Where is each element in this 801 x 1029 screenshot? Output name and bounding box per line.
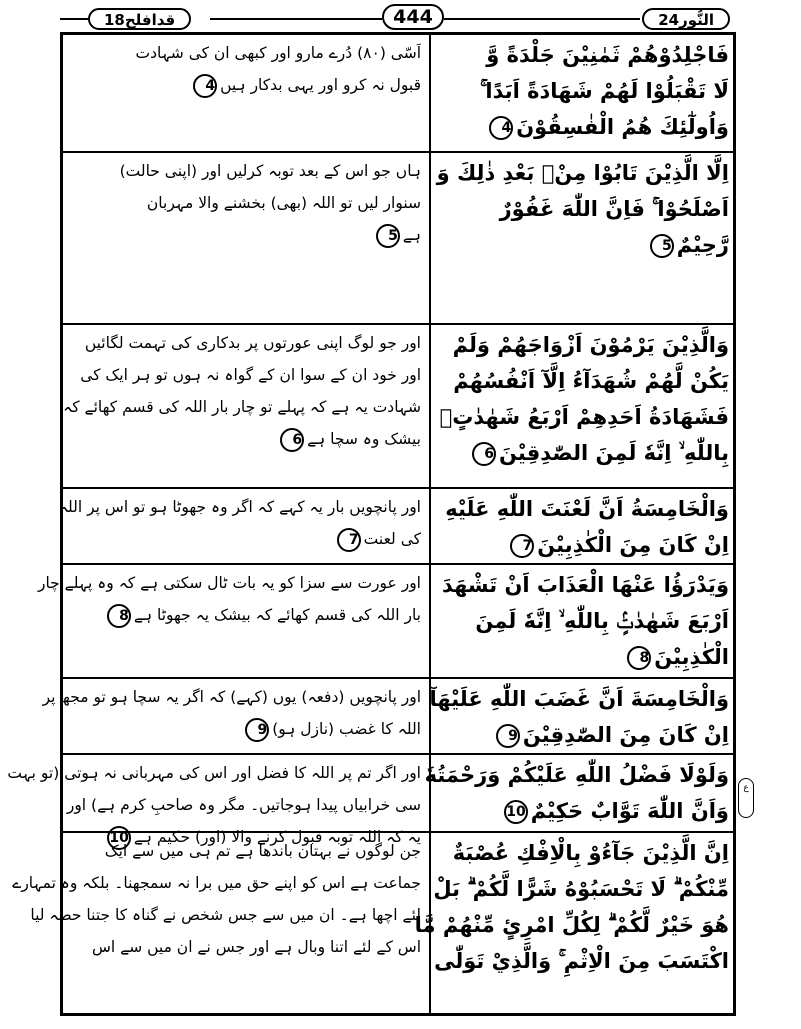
arabic-text: اِنْ كَانَ مِنَ الْكٰذِبِيْنَ [537,533,729,557]
urdu-text: سی خرابیاں پیدا ہوجاتیں۔ مگر وہ صاحبِ کرم ہے) اور [66,796,421,814]
arabic-text: لَا تَقْبَلُوْا لَهُمْ شَهَادَةً اَبَدًا ۚ [480,79,729,103]
urdu-line [37,567,421,599]
page-header [60,4,730,32]
arabic-verse [439,37,729,149]
verse-number-marker: 4 [193,74,217,98]
arabic-text: الْكٰذِبِيْنَ [654,645,729,669]
arabic-text: مِّنْكُمْ ۗ لَا تَحْسَبُوْهُ شَرًّا لَّكُمْ ۗ بَلْ [433,877,729,901]
arabic-text: اكْتَسَبَ مِنَ الْاِثْمِ ۚ وَالَّذِيْ تَوَلّٰى [434,949,729,973]
urdu-line [69,359,421,391]
arabic-line [439,717,729,753]
arabic-text: وَالَّذِيْنَ يَرْمُوْنَ اَزْوَاجَهُمْ وَلَمْ [452,333,729,357]
verse-section-1 [63,35,733,151]
urdu-translation [42,681,421,753]
arabic-line [439,399,729,435]
arabic-line [439,191,729,227]
urdu-text: شہادت یہ ہے کہ پہلے تو چار بار اللہ کی قسم کھائے کہ [63,398,421,416]
verse-number-marker: 7 [510,534,534,558]
arabic-line [439,603,729,639]
urdu-line [69,423,421,455]
arabic-line [439,37,729,73]
arabic-line [439,327,729,363]
urdu-line [63,391,421,423]
arabic-verse [414,835,729,1019]
urdu-line [69,69,421,101]
urdu-translation [12,835,421,1019]
urdu-line [42,681,421,713]
urdu-translation [63,327,421,487]
juz-label: قدافلح18 [88,8,191,30]
urdu-translation [69,37,421,149]
urdu-text: اور عورت سے سزا کو یہ بات ٹال سکتی ہے کہ وہ پہلے چار [37,574,421,592]
verse-section-7 [7,753,733,846]
urdu-text: اور خود ان کے سوا ان کے گواہ نہ ہوں تو ہر ایک کی [80,366,421,384]
urdu-translation [7,757,421,846]
urdu-text: قبول نہ کرو اور یہی بدکار ہیں [220,76,421,94]
arabic-text: اِلَّا الَّذِيْنَ تَابُوْا مِنْۢ بَعْدِ ذٰلِكَ وَ [436,161,729,185]
verse-number-marker: 5 [376,224,400,248]
urdu-line [69,931,421,963]
urdu-text: سنوار لیں تو اللہ (بھی) بخشنے والا مہربان [146,194,421,212]
urdu-line [7,757,421,789]
urdu-translation [58,491,421,563]
urdu-text: یہ کہ اللہ توبہ قبول کرنے والا (اور) حکیم ہے [133,828,421,846]
urdu-translation [69,155,421,323]
arabic-verse [439,327,729,487]
verse-section-4 [58,487,733,565]
arabic-line [414,907,729,943]
urdu-text: لئے اچھا ہے۔ ان میں سے جس شخص نے گناہ کا جتنا حصہ لیا [30,906,421,924]
arabic-text: رَّحِيْمٌ [676,233,729,257]
arabic-text: فَشَهَادَةُ اَحَدِهِمْ اَرْبَعُ شَهٰدٰتٍۢ [439,405,729,429]
arabic-text: اَصْلَحُوْا ۚ فَاِنَّ اللّٰهَ غَفُوْرٌ [499,197,729,221]
urdu-text: بیشک وہ سچا ہے [307,430,421,448]
header-rule-mid-right [444,18,640,20]
arabic-line [439,527,729,563]
arabic-text: وَيَدْرَؤُا عَنْهَا الْعَذَابَ اَنْ تَشْهَدَ [441,573,729,597]
urdu-translation [37,567,421,677]
verse-number-marker: 8 [107,604,131,628]
arabic-line [439,363,729,399]
arabic-text: وَالْخَامِسَةُ اَنَّ لَعْنَتَ اللّٰهِ عَلَيْهِ [445,497,729,521]
header-rule-mid-left [210,18,382,20]
urdu-line [58,491,421,523]
urdu-text: بار اللہ کی قسم کھائے کہ بیشک یہ جھوٹا ہے [133,606,421,624]
arabic-text: وَلَوْلَا فَضْلُ اللّٰهِ عَلَيْكُمْ وَرَحْمَتُهٗ [424,763,729,787]
verse-number-marker: 4 [489,116,513,140]
arabic-text: وَالْخَامِسَةَ اَنَّ غَضَبَ اللّٰهِ عَلَيْهَآ [429,687,729,711]
arabic-line [433,871,729,907]
verse-section-6 [42,677,733,755]
verse-number-marker: 6 [472,442,496,466]
urdu-text: ہے [402,226,421,244]
verse-section-5 [37,563,733,679]
urdu-text: ہاں جو اس کے بعد توبہ کرلیں اور (اپنی حالت) [119,162,421,180]
urdu-line [69,523,421,555]
arabic-verse [436,155,729,323]
urdu-text: اَسّی (۸۰) دُرے مارو اور کبھی ان کی شہادت [135,44,421,62]
arabic-text: اَرْبَعَ شَهٰدٰتٍۢ بِاللّٰهِ ۙ اِنَّهٗ لَمِنَ [475,609,729,633]
urdu-text: اللہ کا غضب (نازل ہو) [272,720,421,738]
arabic-text: وَاَنَّ اللّٰهَ تَوَّابٌ حَكِيْمٌ [530,799,729,823]
surah-label: النُّور24 [642,8,730,30]
verse-number-marker: 10 [504,800,528,824]
arabic-text: هُوَ خَيْرٌ لَّكُمْ ۗ لِكُلِّ امْرِئٍ مِّنْهُمْ مَّا [414,913,729,937]
arabic-line [439,435,729,471]
urdu-line [12,867,421,899]
arabic-line [424,757,729,793]
urdu-text: جن لوگوں نے بہتان باندھا ہے تم ہی میں سے ایک [104,842,421,860]
urdu-text: کی لعنت [363,530,421,548]
verse-number-marker: 7 [337,528,361,552]
arabic-line [429,681,729,717]
arabic-verse [439,567,729,677]
arabic-line [439,491,729,527]
urdu-line [69,327,421,359]
verse-number-marker: 10 [107,826,131,850]
urdu-line [69,155,421,187]
verse-number-marker: 9 [245,718,269,742]
urdu-line [69,599,421,631]
verse-number-marker: 6 [280,428,304,452]
urdu-line [30,899,421,931]
ruku-marker: ع [738,778,754,818]
verse-section-3 [63,323,733,489]
verse-number-marker: 9 [496,724,520,748]
arabic-line [439,109,729,145]
urdu-line [69,37,421,69]
urdu-line [69,713,421,745]
header-rule-left [60,18,88,20]
verse-number-marker: 8 [627,646,651,670]
urdu-line [69,187,421,219]
content-frame [7,32,736,1016]
arabic-verse [429,681,729,753]
arabic-line [439,73,729,109]
verse-section-2 [63,151,733,325]
urdu-text: اور اگر تم پر اللہ کا فضل اور اس کی مہربانی نہ ہوتی (تو بہت [7,764,421,782]
arabic-text: اِنْ كَانَ مِنَ الصّٰدِقِيْنَ [522,723,729,747]
arabic-text: يَكُنْ لَّهُمْ شُهَدَآءُ اِلَّآ اَنْفُسُهُمْ [453,369,729,393]
urdu-line [66,789,421,821]
arabic-line [434,943,729,979]
arabic-text: اِنَّ الَّذِيْنَ جَآءُوْ بِالْاِفْكِ عُصْبَةٌ [452,841,729,865]
urdu-text: اور جو لوگ اپنی عورتوں پر بدکاری کی تہمت لگائیں [84,334,421,352]
urdu-text: اور پانچویں بار یہ کہے کہ اگر وہ جھوٹا ہو تو اس پر اللہ [58,498,421,516]
arabic-line [439,567,729,603]
arabic-line [439,835,729,871]
arabic-text: بِاللّٰهِ ۙ اِنَّهٗ لَمِنَ الصّٰدِقِيْنَ [499,441,729,465]
urdu-line [69,835,421,867]
arabic-line [439,793,729,829]
arabic-text: وَاُولٰٓئِكَ هُمُ الْفٰسِقُوْنَ [516,115,729,139]
arabic-verse [424,757,729,831]
verse-number-marker: 5 [650,234,674,258]
verse-section-8 [12,831,733,1021]
arabic-verse [439,491,729,563]
urdu-line [69,219,421,251]
arabic-text: فَاجْلِدُوْهُمْ ثَمٰنِيْنَ جَلْدَةً وَّ [486,43,729,67]
urdu-text: اس کے لئے اتنا وبال ہے اور جس نے ان میں سے اس [91,938,421,956]
urdu-text: جماعت ہے اس کو اپنے حق میں برا نہ سمجھنا۔ بلکہ وہ تمہارے [12,874,421,892]
page-number: 444 [382,4,444,30]
arabic-line [436,155,729,191]
arabic-line [439,227,729,263]
urdu-text: اور پانچویں (دفعہ) یوں (کہے) کہ اگر یہ سچا ہو تو مجھ پر [42,688,421,706]
arabic-line [439,639,729,675]
